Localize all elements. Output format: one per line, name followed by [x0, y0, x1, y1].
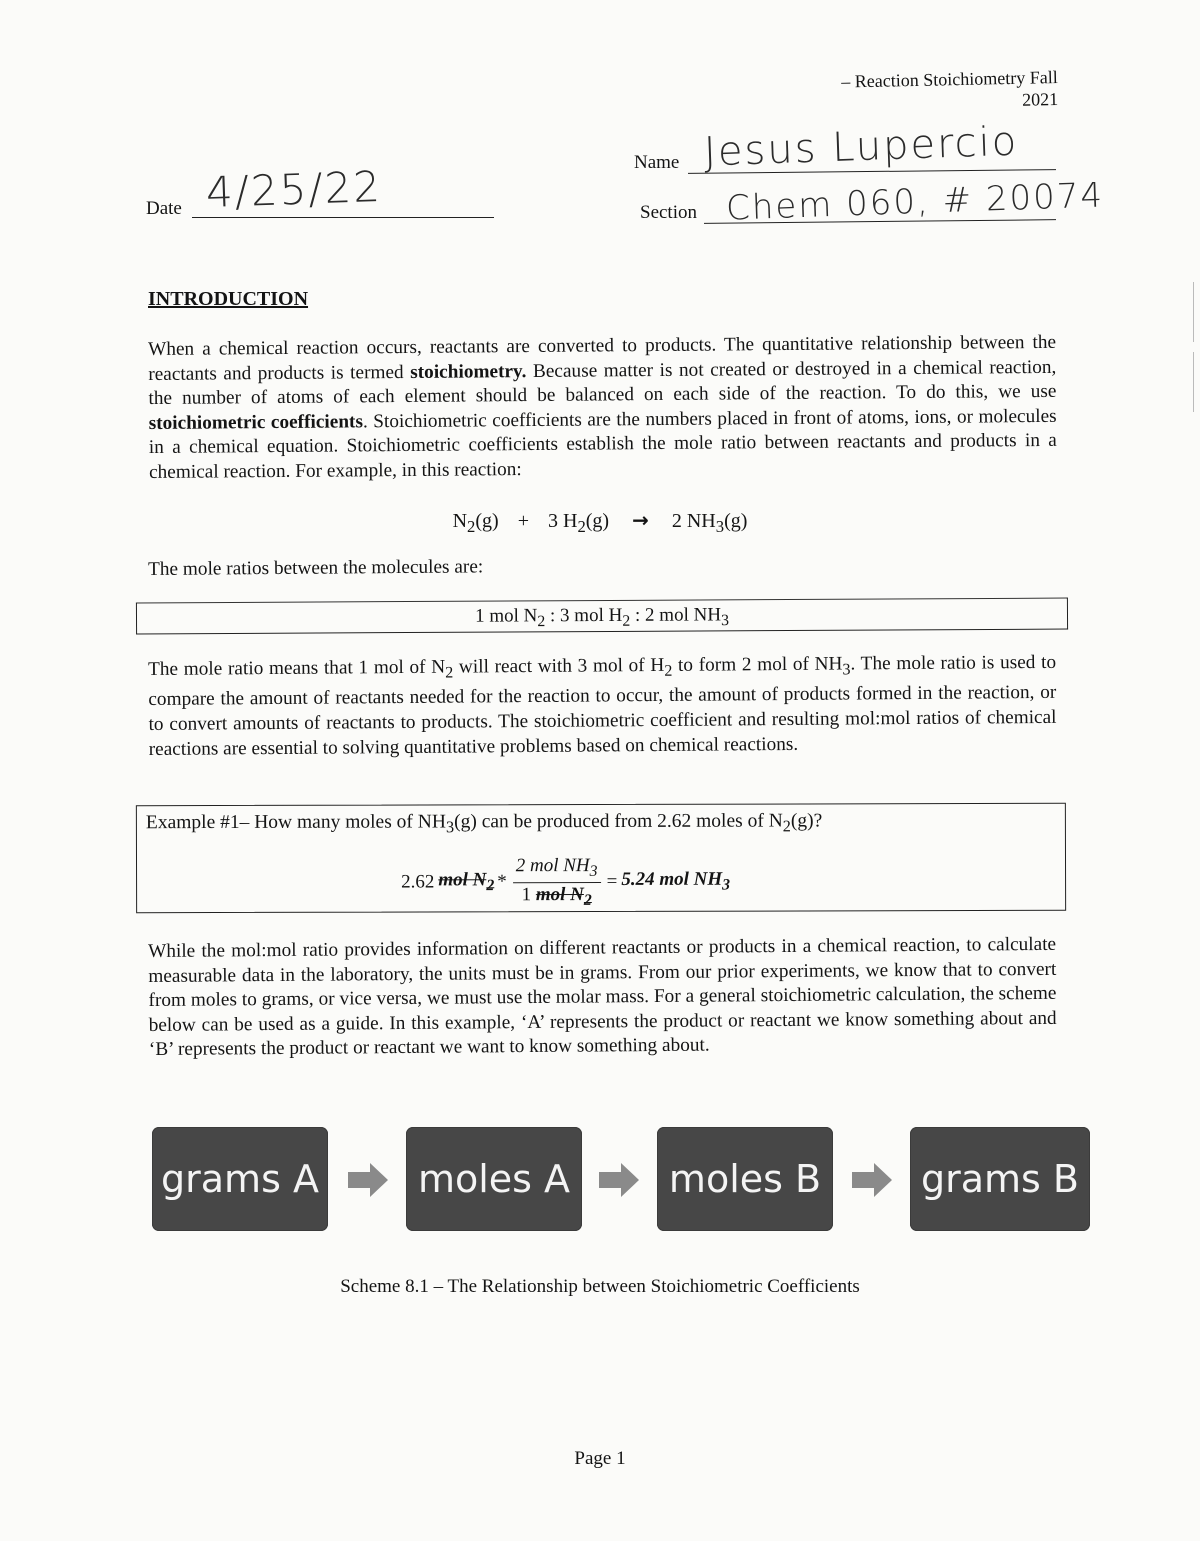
- intro-paragraph-4: While the mol:mol ratio provides information on different reactants or products in a chemical reaction, to calculate measurable data in the laboratory, the units must be in grams. From our prior experiments, we know that to convert from moles to grams, or vice versa, we must use the molar mass. For a general stoichiometric calculation, the scheme below can be used as a guide. In this example, ‘A’ represents the product or reactant we know something about and ‘B’ represents the product or reactant we want to know something about.: [148, 933, 1057, 1061]
- p3-text-d: . The mole ratio is used to compare the amount of reactants needed for the reaction to occur, the amount of products formed in the reaction, or to convert amounts of reactants to products. The stoichiometric coefficient and resulting mol:mol ratios of chemical reactions are essential to solving quantitative problems based on chemical reactions.: [148, 651, 1057, 760]
- scheme-caption: Scheme 8.1 – The Relationship between Stoichiometric Coefficients: [340, 1276, 860, 1297]
- eq-n2-state: (g): [475, 510, 499, 532]
- scheme-step-moles-b: moles B: [657, 1127, 833, 1231]
- eq-arrow: →: [632, 508, 649, 532]
- eq-reactant-h2: [548, 510, 609, 537]
- right-arrow-icon: [852, 1163, 892, 1197]
- eq-n2-subscript: 2: [467, 517, 476, 536]
- denominator-cancelled-unit: [535, 883, 592, 909]
- header-title-line1: – Reaction Stoichiometry Fall: [840, 66, 1058, 92]
- p3-text-c: to form 2 mol of NH: [672, 653, 843, 676]
- example-q-text-c: (g)?: [790, 810, 823, 832]
- ratio-nh3-subscript: 3: [720, 612, 730, 630]
- scan-edge-mark: [1193, 352, 1194, 412]
- example-question: [146, 810, 822, 838]
- eq-h2-state: (g): [585, 510, 610, 532]
- calc-result-text: 5.24 mol NH: [621, 869, 723, 891]
- name-label: Name: [634, 152, 680, 173]
- p3-text-a: The mole ratio means that 1 mol of N: [148, 656, 446, 680]
- fraction-numerator: [513, 855, 601, 883]
- scheme-step-grams-a: grams A: [152, 1127, 328, 1231]
- example-q-nh3-subscript: 3: [445, 818, 455, 837]
- denominator-cancelled-unit-text: mol N: [535, 883, 584, 905]
- calc-multiply: *: [497, 871, 507, 893]
- calc-result: [621, 869, 730, 895]
- calc-equals: =: [606, 871, 618, 893]
- p3-h2-subscript: 2: [664, 662, 673, 680]
- p3-text-b: will react with 3 mol of H: [453, 654, 665, 678]
- scan-edge-mark: [1193, 282, 1194, 342]
- intro-p1-text-a: When a chemical reaction occurs, reactants are converted to products. The quantitative relationship between the reactants and products is termed: [148, 331, 1057, 385]
- calc-mole-ratio-fraction: [513, 855, 601, 910]
- right-arrow-icon: [348, 1163, 388, 1197]
- ratio-part-n2: 1 mol N: [474, 605, 538, 627]
- ratio-h2-subscript: 2: [622, 612, 631, 630]
- numerator-text: 2 mol NH: [515, 855, 590, 877]
- example-q-text-a: Example #1– How many moles of NH: [145, 811, 446, 834]
- eq-nh3-state: (g): [724, 510, 748, 532]
- p3-n2-subscript: 2: [445, 664, 454, 682]
- ratio-part-nh3: : 2 mol NH: [630, 604, 722, 626]
- intro-p1-text-e: . Stoichiometric coefficients are the numbers placed in front of atoms, ions, or molecules in a chemical equation. Stoichiometric coefficients establish the mole ratio between reactants and products in a chemical reaction. For example, in this reaction:: [148, 405, 1057, 483]
- p3-nh3-subscript: 3: [842, 661, 851, 679]
- section-label: Section: [640, 202, 697, 223]
- denominator-cancelled-unit-subscript: 2: [583, 891, 592, 909]
- term-stoichiometry: stoichiometry.: [410, 360, 527, 383]
- name-field: [634, 118, 1058, 174]
- eq-product-nh3: [672, 510, 748, 537]
- section-field: [640, 170, 1105, 229]
- calc-cancelled-unit-text: mol N: [438, 869, 487, 891]
- eq-plus: +: [517, 510, 529, 532]
- intro-paragraph-3: [148, 651, 1057, 762]
- calc-cancelled-unit-subscript: 2: [486, 877, 495, 895]
- section-handwritten-value: Chem 060, # 20074: [725, 175, 1105, 229]
- scheme-step-moles-a: moles A: [406, 1127, 582, 1231]
- calc-result-subscript: 3: [722, 876, 731, 894]
- ratio-n2-subscript: 2: [537, 613, 546, 631]
- eq-h2-symbol: 3 H: [547, 510, 578, 532]
- date-line: [192, 217, 494, 218]
- numerator-subscript: 3: [589, 862, 598, 880]
- ratio-part-h2: : 3 mol H: [545, 604, 623, 627]
- example-1-box: [136, 803, 1066, 913]
- right-arrow-icon: [599, 1163, 639, 1197]
- ratio-intro-text: The mole ratios between the molecules are:: [148, 556, 484, 580]
- scheme-step-grams-b: grams B: [910, 1127, 1090, 1231]
- date-handwritten-value: 4/25/22: [205, 161, 383, 218]
- calc-coefficient: 2.62: [401, 871, 435, 893]
- eq-h2-subscript: 2: [577, 517, 586, 536]
- date-label: Date: [146, 198, 182, 219]
- denominator-coefficient: 1: [521, 883, 532, 906]
- document-header: [841, 66, 1058, 115]
- term-stoichiometric-coefficients: stoichiometric coefficients: [148, 411, 364, 434]
- eq-nh3-subscript: 3: [715, 517, 725, 536]
- name-handwritten-value: Jesus Lupercio: [703, 118, 1019, 176]
- chemical-equation: [0, 508, 1200, 537]
- eq-reactant-n2: [453, 510, 499, 537]
- stoichiometry-scheme: [152, 1127, 1092, 1235]
- eq-nh3-symbol: 2 NH: [671, 510, 716, 532]
- date-field: [146, 160, 496, 220]
- introduction-heading: INTRODUCTION: [148, 288, 309, 310]
- mole-ratio-box: [136, 598, 1068, 635]
- eq-n2-symbol: N: [452, 510, 468, 532]
- intro-p1-text-c: Because matter is not created or destroyed in a chemical reaction, the number of atoms of each element should be balanced on each side of the reaction. To do this, we use: [148, 356, 1057, 410]
- page-number: Page 1: [574, 1448, 626, 1469]
- example-q-text-b: (g) can be produced from 2.62 moles of N: [454, 810, 783, 833]
- example-q-n2-subscript: 2: [782, 817, 791, 836]
- header-title-line2: 2021: [1021, 88, 1058, 110]
- example-calculation: [401, 855, 730, 910]
- intro-paragraph-1: [148, 331, 1057, 486]
- fraction-denominator: [519, 883, 595, 910]
- calc-cancelled-unit: [438, 870, 494, 896]
